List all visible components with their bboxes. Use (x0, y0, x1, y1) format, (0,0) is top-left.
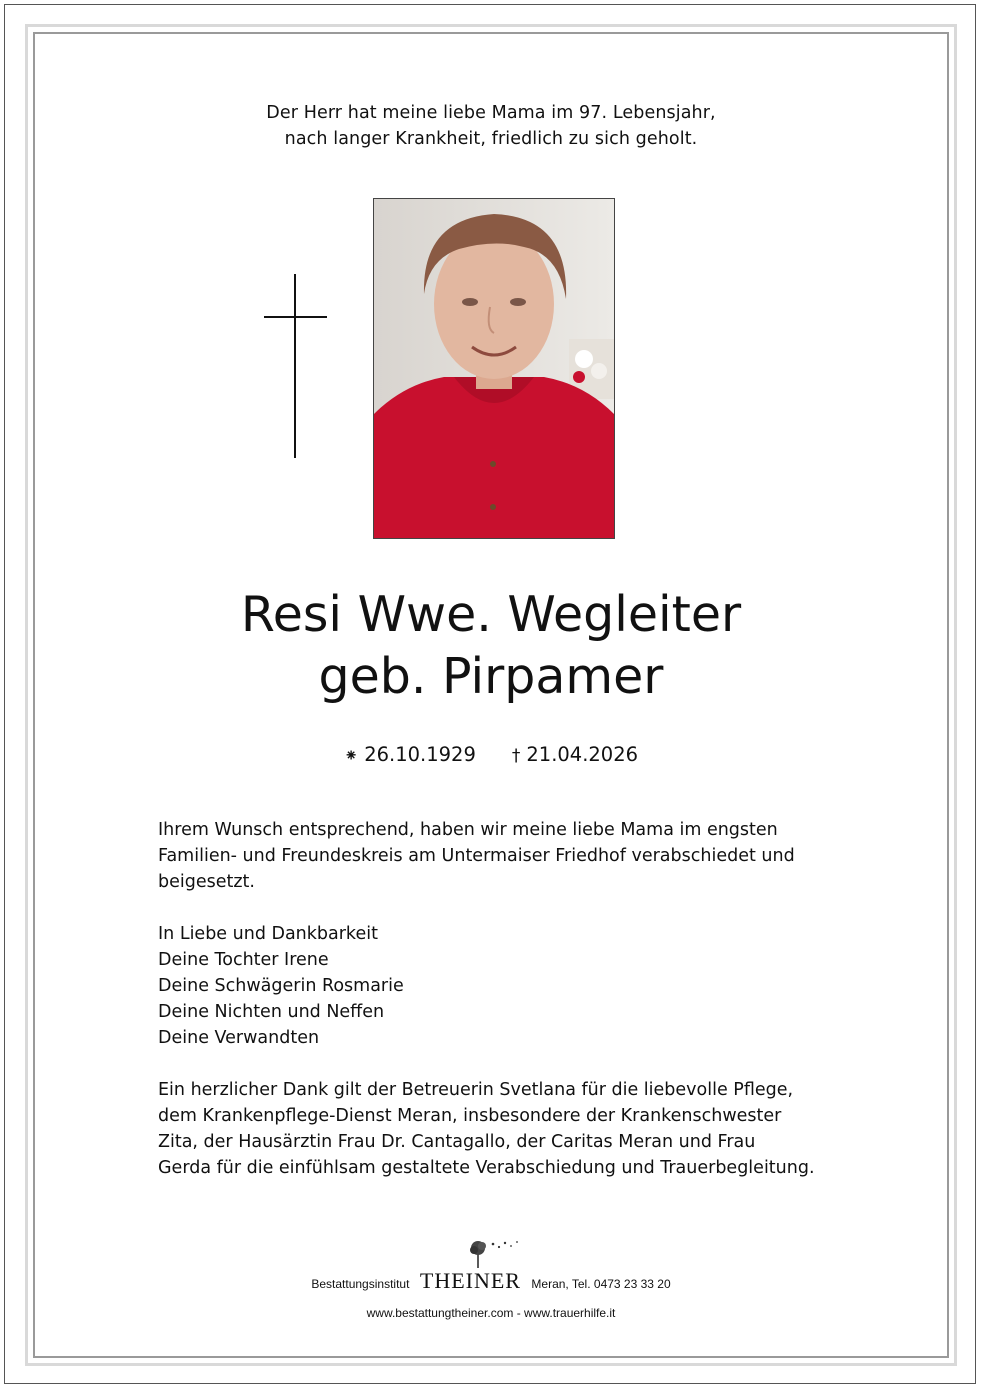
name-line-1: Resi Wwe. Wegleiter (240, 586, 742, 643)
intro-line: Der Herr hat meine liebe Mama im 97. Lebensjahr, (266, 103, 716, 123)
mourner-line: Deine Verwandten (158, 1028, 320, 1048)
portrait-photo (373, 198, 615, 539)
paragraph-farewell (158, 817, 838, 895)
mourner-line: In Liebe und Dankbarkeit (158, 924, 378, 944)
text-line: Zita, der Hausärztin Frau Dr. Cantagallo, der Caritas Meran und Frau (158, 1132, 756, 1152)
mourner-line: Deine Schwägerin Rosmarie (158, 976, 404, 996)
announcement-body (158, 817, 838, 1181)
paragraph-thanks (158, 1077, 838, 1181)
birth-date: 26.10.1929 (364, 743, 476, 766)
footer-prefix: Bestattungsinstitut (311, 1277, 410, 1291)
name-line-2: geb. Pirpamer (318, 648, 664, 705)
tree-logo-icon (466, 1238, 526, 1270)
birth-star-icon: ⁕ (343, 746, 359, 766)
mourner-line: Deine Tochter Irene (158, 950, 329, 970)
text-line: Ein herzlicher Dank gilt der Betreuerin Svetlana für die liebevolle Pflege, (158, 1080, 794, 1100)
footer-websites[interactable]: www.bestattungtheiner.com - www.trauerhilfe.it (366, 1306, 616, 1320)
deceased-name (0, 584, 982, 708)
death-cross-icon: † (511, 746, 521, 766)
portrait-image (374, 199, 614, 538)
text-line: beigesetzt. (158, 872, 255, 892)
life-dates (0, 741, 982, 770)
mourners-list (158, 921, 838, 1051)
text-line: dem Krankenpflege-Dienst Meran, insbesondere der Krankenschwester (158, 1106, 782, 1126)
cross-icon (294, 274, 296, 458)
text-line: Familien- und Freundeskreis am Untermaiser Friedhof verabschiedet und (158, 846, 795, 866)
funeral-home-footer (0, 1268, 982, 1320)
text-line: Ihrem Wunsch entsprechend, haben wir meine liebe Mama im engsten (158, 820, 778, 840)
intro-line: nach langer Krankheit, friedlich zu sich geholt. (284, 129, 698, 149)
cross-icon-bar (264, 316, 327, 318)
brand-name: THEINER (419, 1268, 521, 1293)
mourner-line: Deine Nichten und Neffen (158, 1002, 385, 1022)
footer-contact: Meran, Tel. 0473 23 33 20 (531, 1277, 671, 1291)
footer-brand (420, 1268, 521, 1294)
text-line: Gerda für die einfühlsam gestaltete Verabschiedung und Trauerbegleitung. (158, 1158, 815, 1178)
death-date: 21.04.2026 (526, 743, 639, 766)
intro-text (0, 100, 982, 152)
